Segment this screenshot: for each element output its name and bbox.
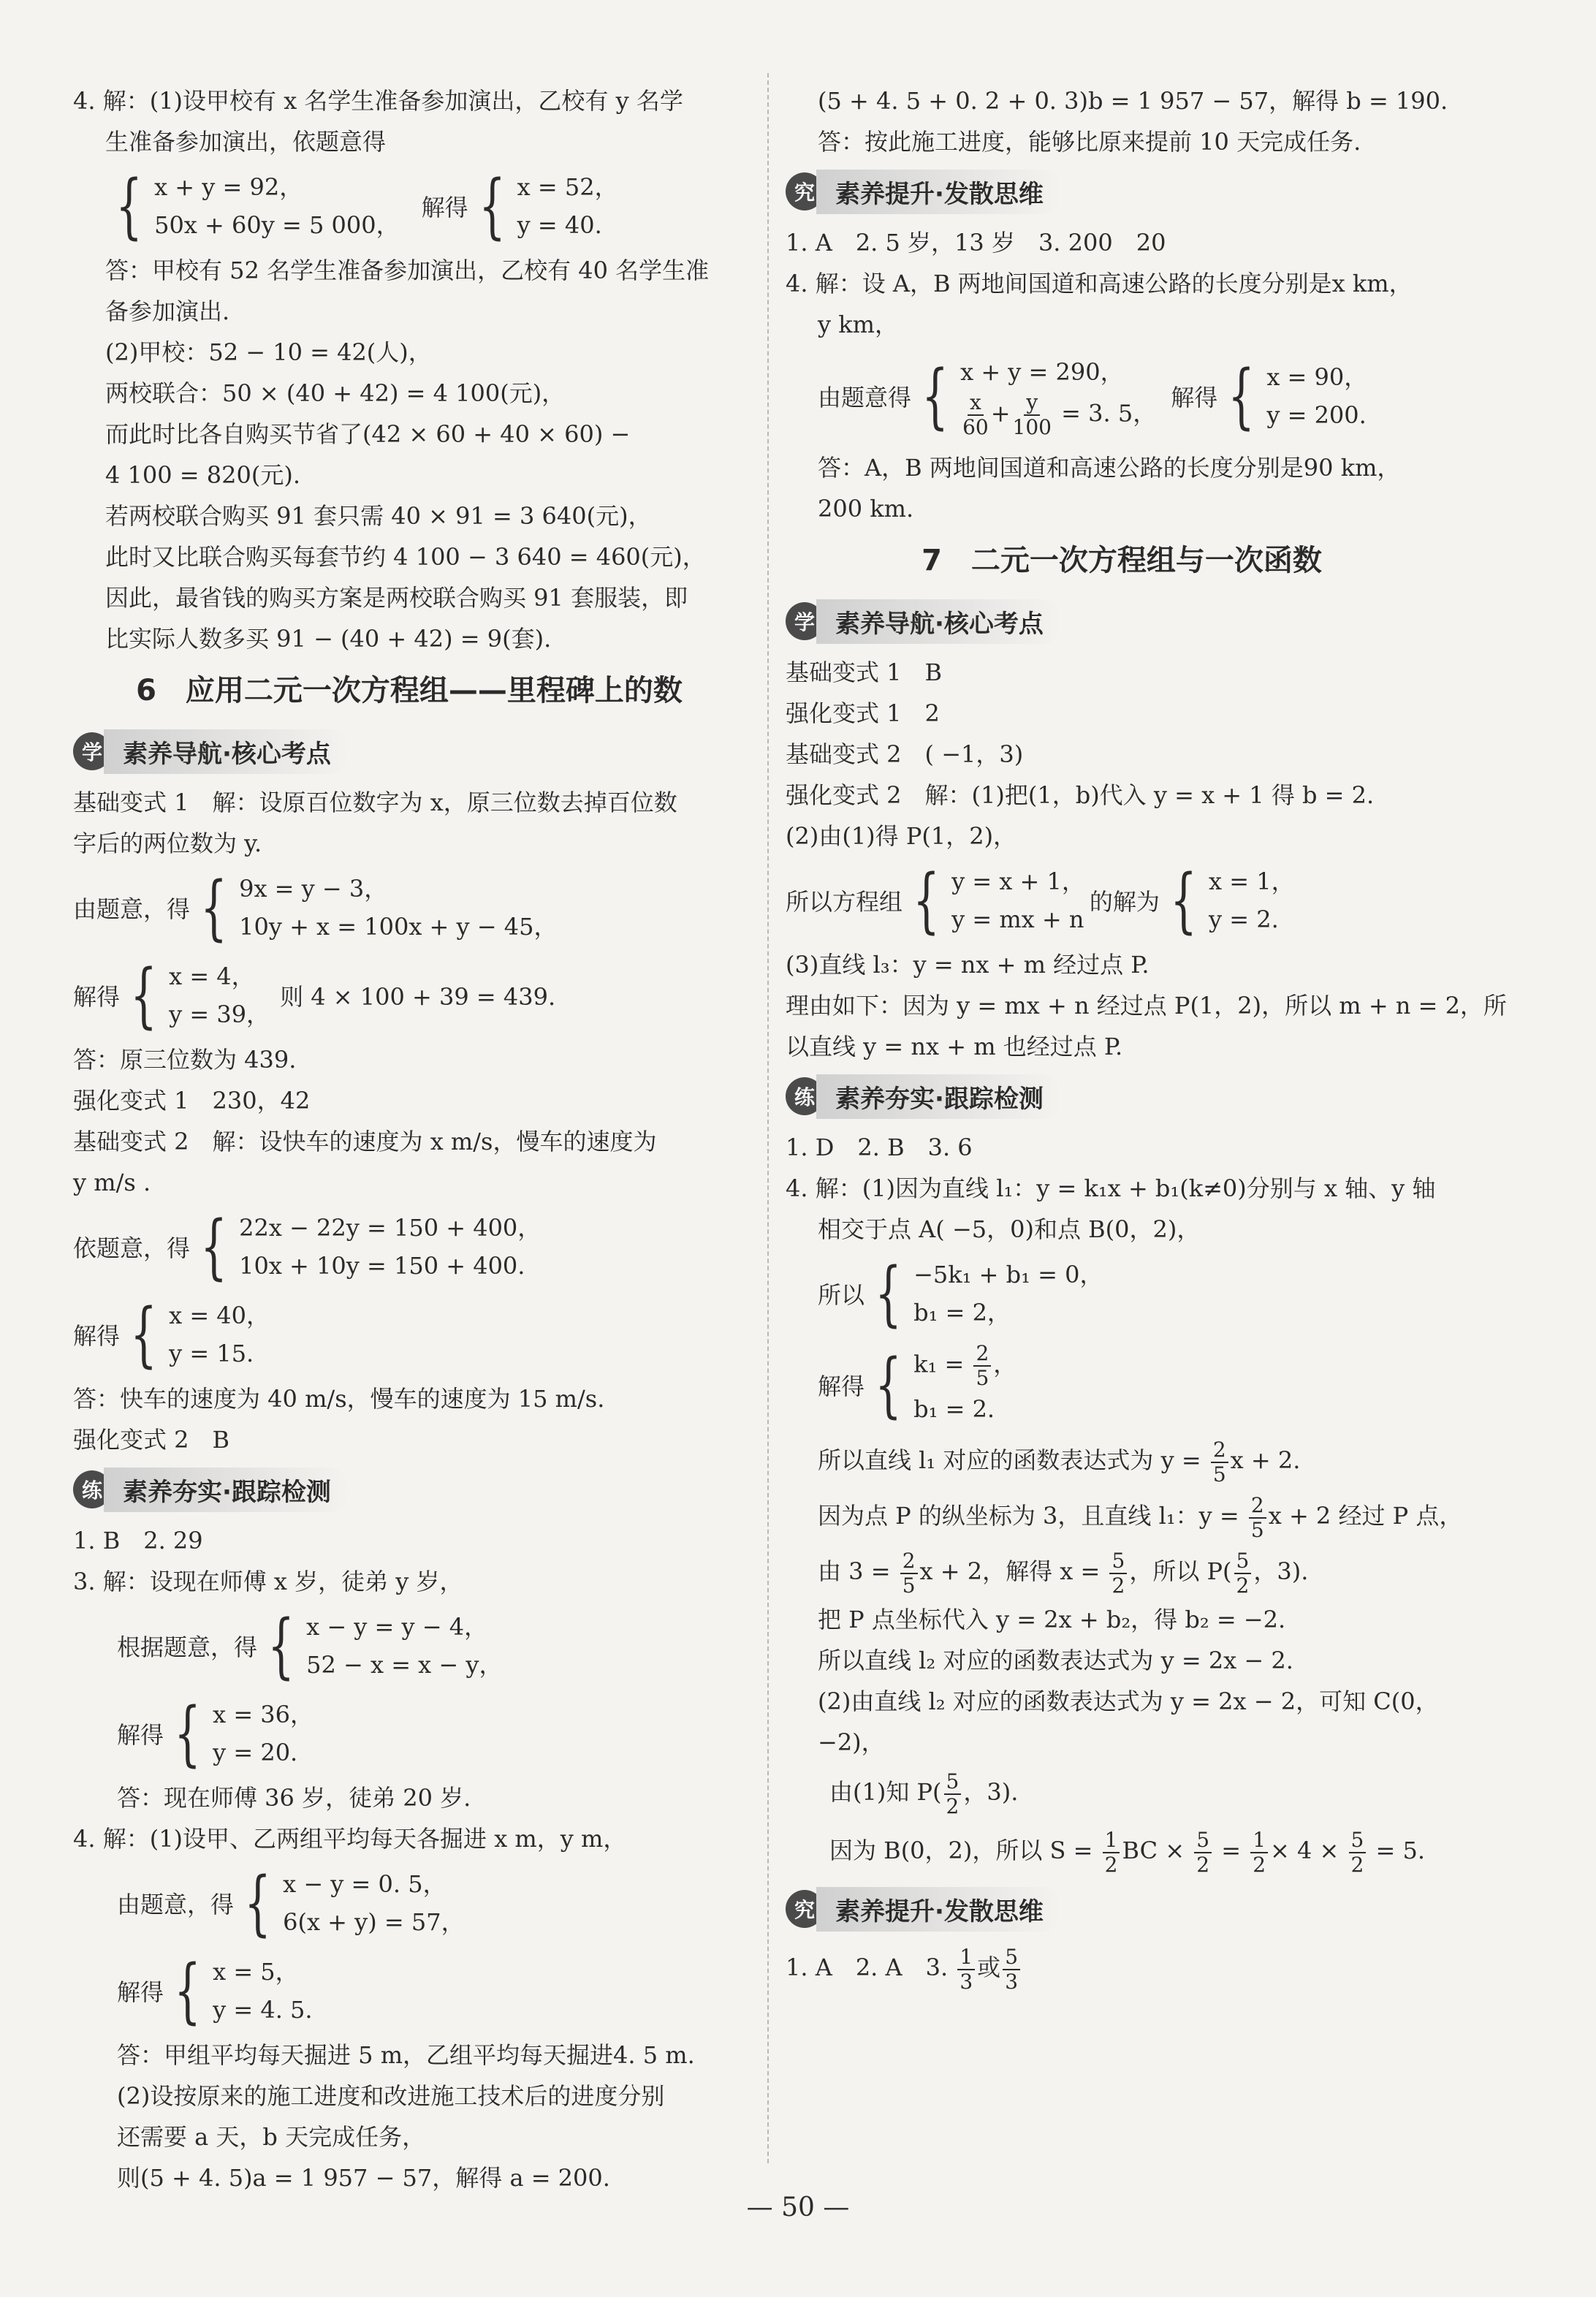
equation: x = 36， xyxy=(213,1701,314,1728)
text-line: (2)设按原来的施工进度和改进施工技术后的进度分别 xyxy=(117,2082,665,2110)
right-column xyxy=(786,80,1507,1995)
text-line: 由(1)知 P( $\frac{5}{2}$ ，3). xyxy=(829,1769,1019,1818)
badge-icon: 练 xyxy=(786,1077,824,1115)
equation: 10y + x = 100x + y − 45， xyxy=(239,913,558,941)
equation: k₁ = $\frac{2}{5}$ ， xyxy=(913,1341,1017,1390)
text-line: 答：现在师傅 36 岁，徒弟 20 岁. xyxy=(117,1784,471,1812)
text-line: (3)直线 l₃：y = nx + m 经过点 P. xyxy=(786,951,1150,979)
equation-system: { x + y = 92， 50x + 60y = 5 000， 解得 { x = 52， y = 40. xyxy=(115,165,618,247)
left-column xyxy=(73,80,745,2198)
equation: y = mx + n xyxy=(951,905,1084,933)
text-line: 因为点 P 的纵坐标为 3，且直线 l₁：y = $\frac{2}{5}$ x + 2 经过 P 点， xyxy=(818,1492,1463,1542)
text-label: 根据题意，得 xyxy=(117,1633,258,1661)
text-label: 解得 xyxy=(117,1721,164,1749)
equation: x + y = 290， xyxy=(960,358,1124,386)
text-line: (2)由直线 l₂ 对应的函数表达式为 y = 2x − 2，可知 C(0， xyxy=(818,1687,1439,1715)
text-label: 由题意，得 xyxy=(117,1891,235,1918)
text-line: 相交于点 A( −5，0)和点 B(0，2)， xyxy=(818,1215,1201,1243)
section-header xyxy=(73,725,745,778)
text-label: 所以方程组 xyxy=(786,888,903,916)
text-line: 基础变式 1 解：设原百位数字为 x，原三位数去掉百位数 xyxy=(73,789,677,816)
equation-system: 所以 { −5k₁ + b₁ = 0， b₁ = 2， xyxy=(818,1253,1103,1334)
badge-icon: 究 xyxy=(786,1890,824,1928)
text-line: 1. B 2. 29 xyxy=(73,1527,203,1554)
badge-icon: 学 xyxy=(73,732,111,770)
text-line: 还需要 a 天，b 天完成任务， xyxy=(117,2123,426,2151)
text-line: 比实际人数多买 91 − (40 + 42) = 9(套). xyxy=(105,625,552,653)
text-label: 由题意，得 xyxy=(73,895,191,923)
equation: b₁ = 2. xyxy=(913,1395,995,1423)
equation-system: 解得 { x = 5， y = 4. 5. xyxy=(117,1950,313,2032)
text-line: 基础变式 1 B xyxy=(786,658,943,686)
text-line: 强化变式 1 2 xyxy=(786,699,940,727)
equation: x = 90， xyxy=(1266,363,1368,391)
text-line: 所以直线 l₂ 对应的函数表达式为 y = 2x − 2. xyxy=(818,1647,1293,1674)
equation: 52 − x = x − y， xyxy=(306,1651,503,1679)
text-line: 而此时比各自购买节省了(42 × 60 + 40 × 60) − xyxy=(105,420,631,448)
text-line: 强化变式 1 230，42 xyxy=(73,1087,311,1115)
text-label: 解得 xyxy=(73,983,121,1011)
badge-icon: 学 xyxy=(786,602,824,640)
section-header xyxy=(73,1463,745,1516)
text-line: 强化变式 2 解：(1)把(1，b)代入 y = x + 1 得 b = 2. xyxy=(786,781,1375,809)
equation: 6(x + y) = 57， xyxy=(283,1908,465,1936)
equation: x − y = 0. 5， xyxy=(283,1870,446,1898)
text-label: 解得 xyxy=(1171,384,1218,411)
text-line: 所以直线 l₁ 对应的函数表达式为 y = $\frac{2}{5}$ x + 2. xyxy=(818,1437,1301,1487)
equation: y = 2. xyxy=(1209,905,1279,933)
equation-system: 依题意，得 { 22x − 22y = 150 + 400， 10x + 10y = 150 + 400. xyxy=(73,1206,542,1288)
equation: y = 39， xyxy=(169,1001,270,1028)
equation: y = 200. xyxy=(1266,401,1367,429)
equation: y = 4. 5. xyxy=(213,1996,313,2024)
header-label: 素养导航·核心考点 xyxy=(104,729,349,774)
text-line: 生准备参加演出，依题意得 xyxy=(105,128,387,156)
section-header xyxy=(786,595,1458,648)
equation-system: 由题意，得 { 9x = y − 3， 10y + x = 100x + y − 45， xyxy=(73,867,558,949)
page-number: — 50 — xyxy=(746,2192,850,2222)
text-line: 1. A 2. A 3. $\frac{1}{3}$ 或 $\frac{5}{3}$ xyxy=(786,1940,1458,1995)
equation: x = 5， xyxy=(213,1958,299,1986)
equation: x = 1， xyxy=(1209,867,1295,895)
section-header xyxy=(786,1070,1458,1123)
text-label: 的解为 xyxy=(1089,888,1160,916)
header-label: 素养提升·发散思维 xyxy=(816,170,1061,214)
text-label: 所以 xyxy=(818,1281,865,1309)
equation: y = x + 1， xyxy=(951,867,1085,895)
text-line: 答：快车的速度为 40 m/s，慢车的速度为 15 m/s. xyxy=(73,1385,605,1413)
equation-system: 解得 { x = 40， y = 15. xyxy=(73,1294,270,1375)
text-line: 则(5 + 4. 5)a = 1 957 − 57，解得 a = 200. xyxy=(117,2164,610,2192)
text-line: 强化变式 2 B xyxy=(73,1426,230,1454)
equation-system: 解得 { x = 4， y = 39， 则 4 × 100 + 39 = 439. xyxy=(73,954,556,1036)
text-line: 200 km. xyxy=(818,495,914,523)
badge-icon: 究 xyxy=(786,172,824,210)
text-line: 答：甲组平均每天掘进 5 m，乙组平均每天掘进4. 5 m. xyxy=(117,2041,695,2069)
text-line: 3. 解：设现在师傅 x 岁，徒弟 y 岁， xyxy=(73,1568,463,1595)
equation: 22x − 22y = 150 + 400， xyxy=(239,1214,542,1242)
section-header xyxy=(786,1883,1458,1935)
text-label: 解得 xyxy=(117,1978,164,2006)
equation-system: 由题意，得 { x − y = 0. 5， 6(x + y) = 57， xyxy=(117,1862,465,1944)
text-line: 基础变式 2 ( −1，3) xyxy=(786,740,1024,768)
text-line: 4. 解：设 A，B 两地间国道和高速公路的长度分别是x km， xyxy=(786,270,1413,297)
equation: x = 40， xyxy=(169,1302,270,1329)
text-line: (2)由(1)得 P(1，2)， xyxy=(786,822,1017,850)
text-line: 4 100 = 820(元). xyxy=(105,461,300,489)
text-label: 解得 xyxy=(421,194,468,221)
text-line: 由 3 = $\frac{2}{5}$ x + 2，解得 x = $\frac{5}{2}$ ，所以 P( $\frac{5}{2}$ ，3). xyxy=(818,1548,1309,1598)
equation-system: 解得 { x = 36， y = 20. xyxy=(117,1693,314,1774)
text-line: (5 + 4. 5 + 0. 2 + 0. 3)b = 1 957 − 57，解得 b = 190. xyxy=(818,87,1448,115)
text-line: y m/s . xyxy=(73,1169,151,1196)
text-line: 答：A，B 两地间国道和高速公路的长度分别是90 km， xyxy=(818,454,1401,482)
text-line: 备参加演出. xyxy=(105,297,230,325)
text-line: (2)甲校：52 − 10 = 42(人)， xyxy=(105,338,432,366)
text-line: 4. 解：(1)设甲、乙两组平均每天各掘进 x m，y m， xyxy=(73,1825,627,1853)
header-label: 素养提升·发散思维 xyxy=(816,1887,1061,1932)
column-divider xyxy=(767,73,770,2163)
header-label: 素养夯实·跟踪检测 xyxy=(816,1074,1061,1119)
badge-icon: 练 xyxy=(73,1470,111,1508)
text-line: 4. 解：(1)设甲校有 x 名学生准备参加演出，乙校有 y 名学 xyxy=(73,87,683,115)
equation-system: 根据题意，得 { x − y = y − 4， 52 − x = x − y， xyxy=(117,1605,503,1687)
text-line: 理由如下：因为 y = mx + n 经过点 P(1，2)，所以 m + n = 2，所 xyxy=(786,992,1507,1020)
equation-system: 解得 { k₁ = $\frac{2}{5}$ ， b₁ = 2. xyxy=(786,1337,1458,1432)
text-line: 答：原三位数为 439. xyxy=(73,1046,297,1074)
equation: $\frac{x}{60}$ + $\frac{y}{100}$ = 3. 5， xyxy=(962,390,1157,439)
equation: y = 15. xyxy=(169,1340,254,1367)
section-title: 7 二元一次方程组与一次函数 xyxy=(922,544,1322,577)
text-line: 答：按此施工进度，能够比原来提前 10 天完成任务. xyxy=(818,128,1361,156)
equation-system: 由题意得 { x + y = 290， $\frac{x}{60}$ + $\frac{y}{100}$ = 3. 5， 解得 { x = 90， y = 200. xyxy=(786,345,1458,447)
text-line: 把 P 点坐标代入 y = 2x + b₂，得 b₂ = −2. xyxy=(818,1606,1286,1633)
section-title: 6 应用二元一次方程组——里程碑上的数 xyxy=(136,674,683,707)
text-line: 4. 解：(1)因为直线 l₁：y = k₁x + b₁(k≠0)分别与 x 轴、y 轴 xyxy=(786,1174,1436,1202)
equation: y = 40. xyxy=(517,211,602,239)
equation: x = 4， xyxy=(169,963,255,990)
text-line: 答：甲校有 52 名学生准备参加演出，乙校有 40 名学生准 xyxy=(105,257,710,284)
text-line: −2)， xyxy=(818,1728,885,1756)
text-line: 以直线 y = nx + m 也经过点 P. xyxy=(786,1033,1123,1060)
header-label: 素养夯实·跟踪检测 xyxy=(104,1468,349,1512)
text-label: 解得 xyxy=(818,1372,865,1400)
text-label: 依题意，得 xyxy=(73,1234,191,1262)
equation: b₁ = 2， xyxy=(913,1299,1011,1326)
text-line: 因为 B(0，2)，所以 S = $\frac{1}{2}$ BC × $\frac{5}{2}$ = $\frac{1}{2}$ × 4 × $\frac{5}{2}$ = 5. xyxy=(829,1827,1426,1877)
text-line: 两校联合：50 × (40 + 42) = 4 100(元)， xyxy=(105,379,566,407)
equation: 则 4 × 100 + 39 = 439. xyxy=(280,983,556,1011)
text-label: 解得 xyxy=(73,1322,121,1350)
section-header xyxy=(786,165,1458,218)
equation: 9x = y − 3， xyxy=(239,875,388,903)
equation-system: 所以方程组 { y = x + 1， y = mx + n 的解为 { x = 1， y = 2. xyxy=(786,859,1295,941)
equation: 50x + 60y = 5 000， xyxy=(154,211,400,239)
text-line: 1. A 2. 5 岁，13 岁 3. 200 20 xyxy=(786,229,1166,257)
text-line: 1. D 2. B 3. 6 xyxy=(786,1134,973,1161)
text-line: 若两校联合购买 91 套只需 40 × 91 = 3 640(元)， xyxy=(105,502,652,530)
text-line: 字后的两位数为 y. xyxy=(73,829,262,857)
text-line: 基础变式 2 解：设快车的速度为 x m/s，慢车的速度为 xyxy=(73,1128,657,1155)
text-label: 由题意得 xyxy=(818,384,912,411)
header-label: 素养导航·核心考点 xyxy=(816,599,1061,644)
equation: y = 20. xyxy=(213,1739,298,1766)
equation: x − y = y − 4， xyxy=(306,1613,488,1641)
equation: x + y = 92， xyxy=(154,173,303,201)
text-line: y km， xyxy=(818,311,898,338)
equation: x = 52， xyxy=(517,173,618,201)
equation: −5k₁ + b₁ = 0， xyxy=(913,1261,1103,1288)
text-line: 此时又比联合购买每套节约 4 100 − 3 640 = 460(元)， xyxy=(105,543,706,571)
text-line: 因此，最省钱的购买方案是两校联合购买 91 套服装，即 xyxy=(105,584,688,612)
equation: 10x + 10y = 150 + 400. xyxy=(239,1252,525,1280)
